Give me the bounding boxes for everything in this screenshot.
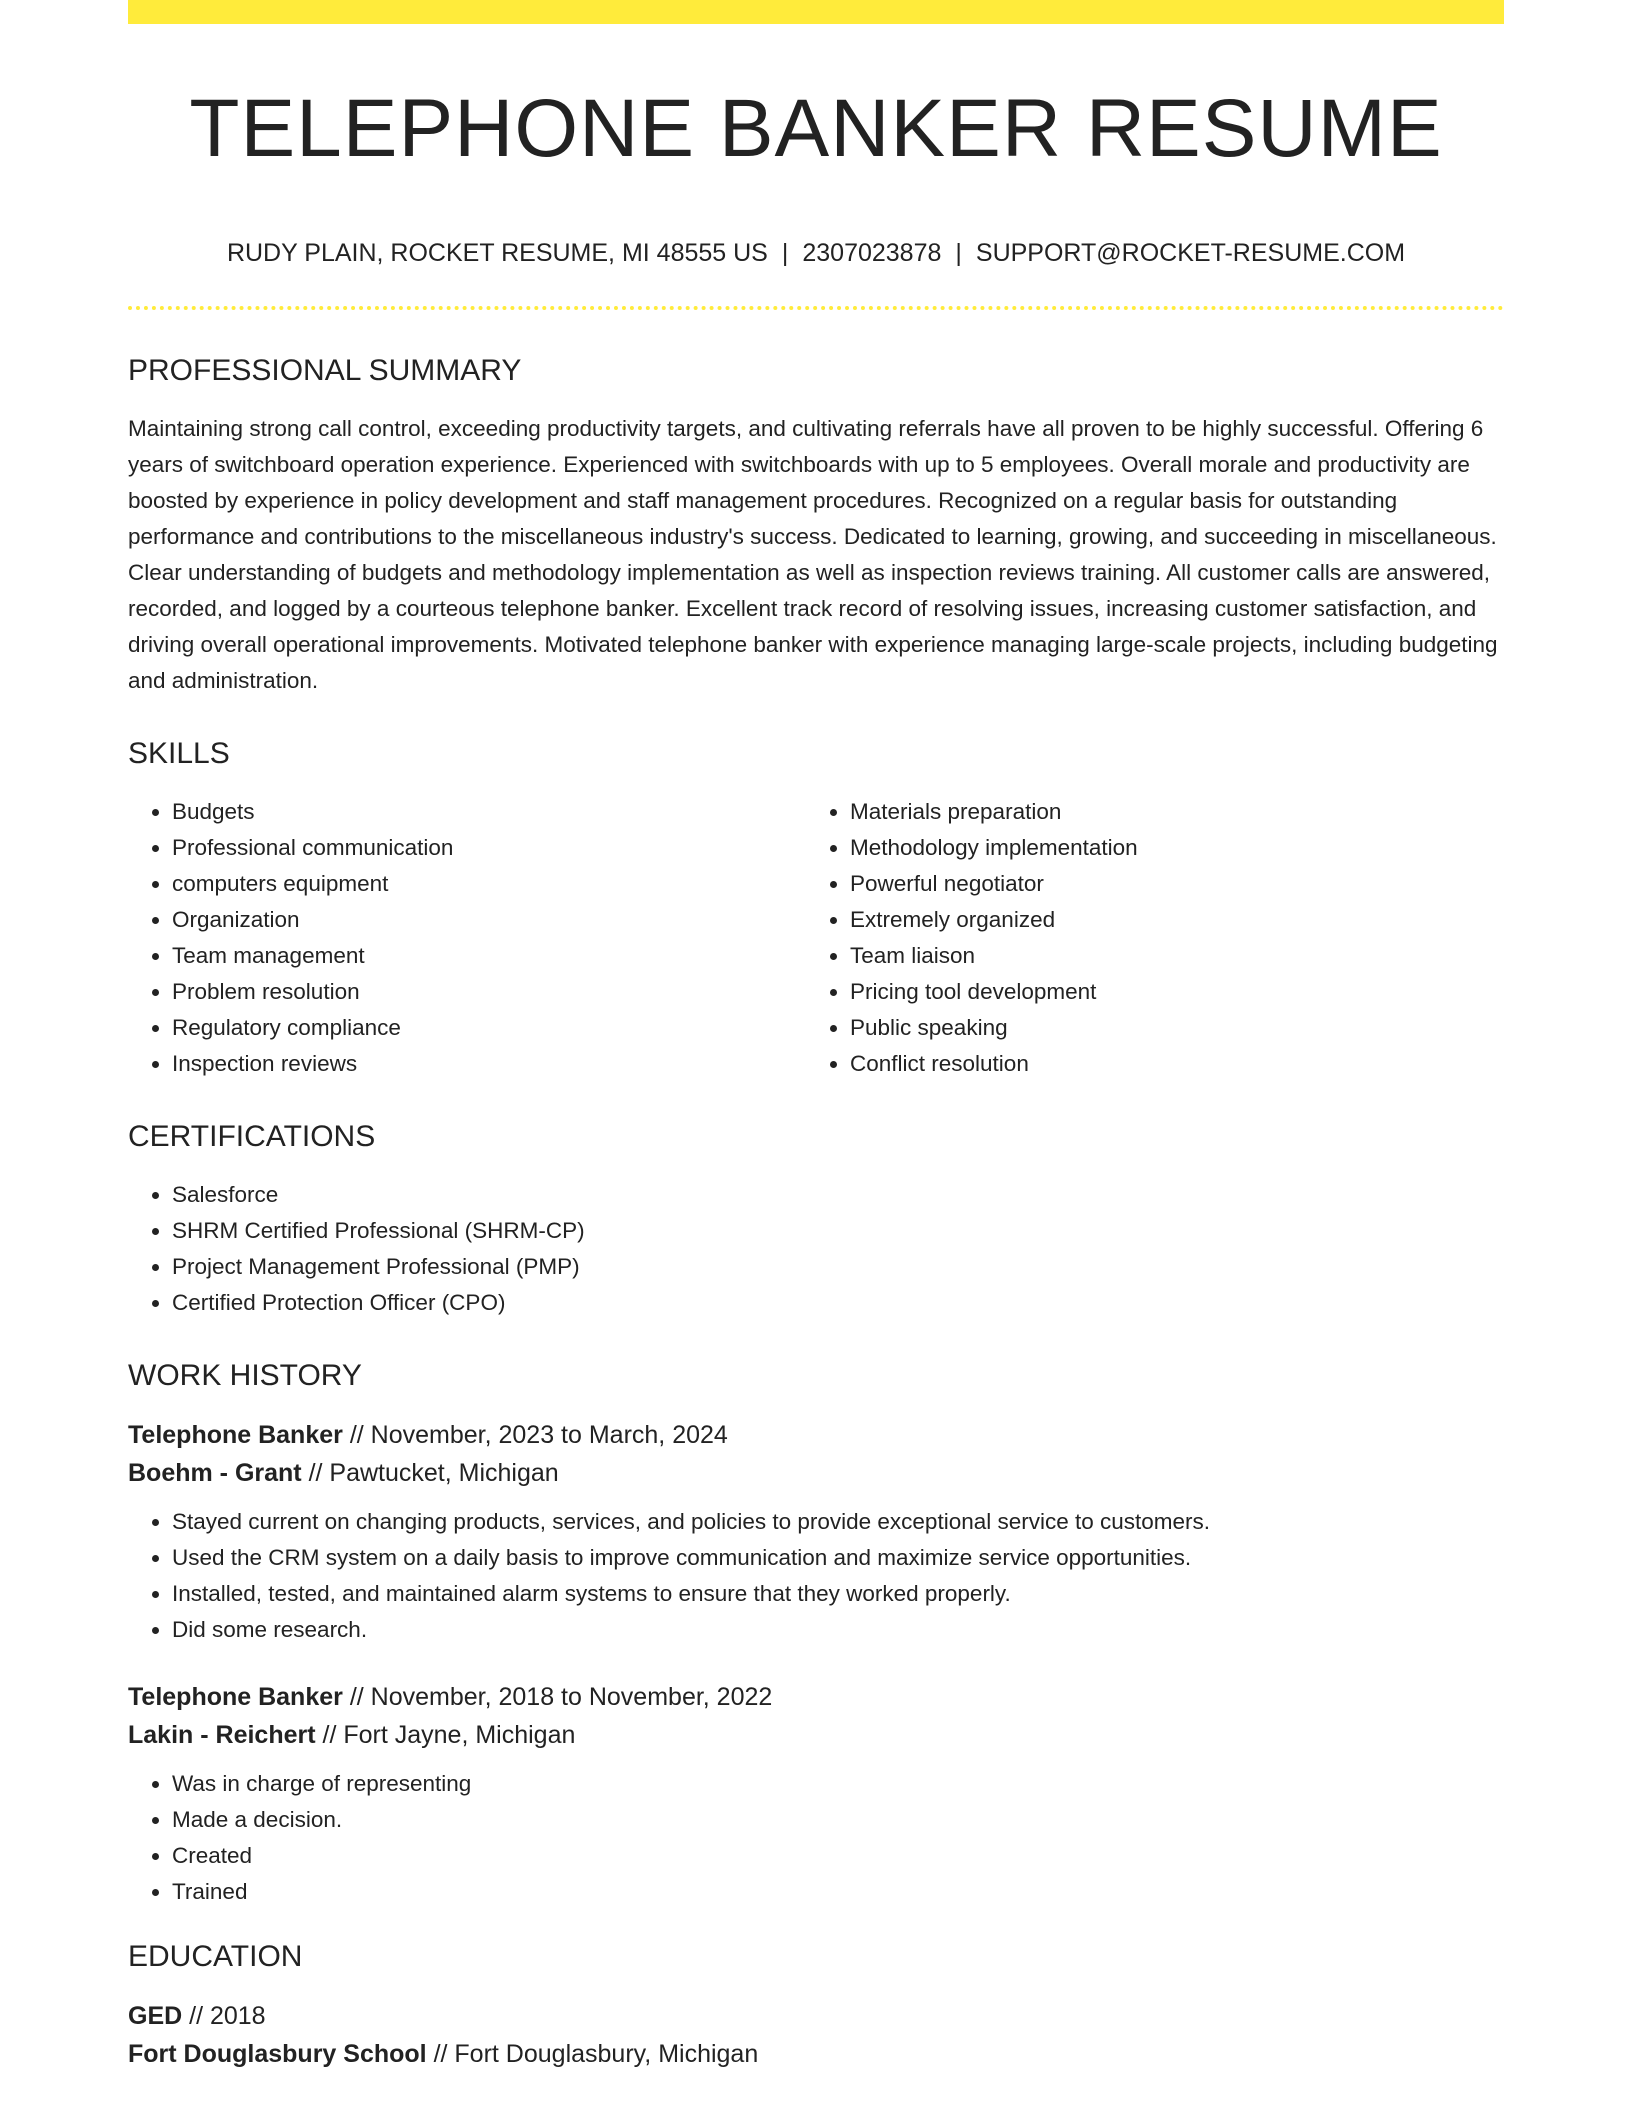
skill-item: • Public speaking [850, 1010, 1484, 1046]
skills-heading: SKILLS [128, 737, 230, 771]
job-dates: // November, 2023 to March, 2024 [342, 1421, 728, 1450]
job-title: Telephone Banker [128, 1683, 343, 1712]
contact-phone: 2307023878 [802, 239, 942, 268]
job-title-line [128, 1416, 1504, 1454]
work-history-heading: WORK HISTORY [128, 1359, 362, 1393]
skills-list-left [128, 794, 806, 1082]
skill-item: • Team management [172, 938, 806, 974]
job-company: Boehm - Grant [128, 1459, 302, 1488]
summary-text: Maintaining strong call control, exceeding productivity targets, and cultivating referrals have all proven to be highly successful. Offering 6 years of switchboard operation experience. Experienced with switchboards with up to 5 employees. Overall morale and productivity are boosted by experience in policy development and staff management procedures. Recognized on a regular basis for outstanding performance and contributions to the miscellaneous industry's success. Dedicated to learning, growing, and succeeding in miscellaneous. Clear understanding of budgets and methodology implementation as well as inspection reviews training. All customer calls are answered, recorded, and logged by a courteous telephone banker. Excellent track record of resolving issues, increasing customer satisfaction, and driving overall operational improvements. Motivated telephone banker with experience managing large-scale projects, including budgeting and administration. [128, 416, 1498, 694]
skill-item: • computers equipment [172, 866, 806, 902]
job-duty-item: • Created [172, 1838, 1504, 1874]
job-duty-item: • Installed, tested, and maintained alarm systems to ensure that they worked properly. [172, 1576, 1504, 1612]
job-company: Lakin - Reichert [128, 1721, 316, 1750]
education-degree-line [128, 1997, 1504, 2035]
resume-page [128, 0, 1504, 2073]
contact-separator: | [955, 239, 962, 268]
job-entry [128, 1416, 1504, 1648]
job-duties-list [128, 1504, 1504, 1648]
job-duty-item: • Used the CRM system on a daily basis to improve communication and maximize service opportunities. [172, 1540, 1504, 1576]
skills-grid [128, 794, 1504, 1082]
job-duty-item: • Made a decision. [172, 1802, 1504, 1838]
skill-item: • Problem resolution [172, 974, 806, 1010]
education-degree: GED [128, 2002, 183, 2031]
skill-item: • Powerful negotiator [850, 866, 1484, 902]
skill-item: • Inspection reviews [172, 1046, 806, 1082]
education-heading: EDUCATION [128, 1940, 303, 1974]
certifications-heading: CERTIFICATIONS [128, 1120, 376, 1154]
job-duty-item: • Was in charge of representing [172, 1766, 1504, 1802]
skill-item: • Extremely organized [850, 902, 1484, 938]
job-company-line [128, 1454, 1504, 1492]
job-dates: // November, 2018 to November, 2022 [342, 1683, 773, 1712]
certification-item: • SHRM Certified Professional (SHRM-CP) [172, 1213, 1504, 1249]
skills-column-right [806, 794, 1484, 1082]
certification-item: • Salesforce [172, 1177, 1504, 1213]
job-title-line [128, 1678, 1504, 1716]
job-duties-list [128, 1766, 1504, 1910]
skill-item: • Methodology implementation [850, 830, 1484, 866]
education-location: // Fort Douglasbury, Michigan [426, 2040, 759, 2069]
job-duty-item: • Did some research. [172, 1612, 1504, 1648]
skill-item: • Organization [172, 902, 806, 938]
skill-item: • Regulatory compliance [172, 1010, 806, 1046]
skill-item: • Pricing tool development [850, 974, 1484, 1010]
contact-separator: | [781, 239, 789, 268]
contact-email: SUPPORT@ROCKET-RESUME.COM [975, 239, 1406, 268]
resume-title: TELEPHONE BANKER RESUME [189, 83, 1443, 174]
summary-heading: PROFESSIONAL SUMMARY [128, 354, 522, 388]
skill-item: • Professional communication [172, 830, 806, 866]
job-duty-item: • Trained [172, 1874, 1504, 1910]
contact-address: RUDY PLAIN, ROCKET RESUME, MI 48555 US [226, 239, 768, 268]
education-school: Fort Douglasbury School [128, 2040, 427, 2069]
skills-list-right [806, 794, 1484, 1082]
top-accent-bar [128, 0, 1504, 24]
job-entry [128, 1678, 1504, 1910]
job-company-line [128, 1716, 1504, 1754]
contact-line [128, 238, 1504, 268]
education-school-line [128, 2035, 1504, 2073]
skill-item: • Team liaison [850, 938, 1484, 974]
certifications-list [128, 1177, 1504, 1321]
job-duty-item: • Stayed current on changing products, services, and policies to provide exceptional service to customers. [172, 1504, 1504, 1540]
skill-item: • Budgets [172, 794, 806, 830]
dotted-divider [128, 306, 1504, 310]
skills-column-left [128, 794, 806, 1082]
job-title: Telephone Banker [128, 1421, 343, 1450]
certification-item: • Project Management Professional (PMP) [172, 1249, 1504, 1285]
skill-item: • Conflict resolution [850, 1046, 1484, 1082]
education-year: // 2018 [182, 2002, 266, 2031]
job-location: // Pawtucket, Michigan [301, 1459, 559, 1488]
skill-item: • Materials preparation [850, 794, 1484, 830]
certification-item: • Certified Protection Officer (CPO) [172, 1285, 1504, 1321]
job-location: // Fort Jayne, Michigan [315, 1721, 576, 1750]
